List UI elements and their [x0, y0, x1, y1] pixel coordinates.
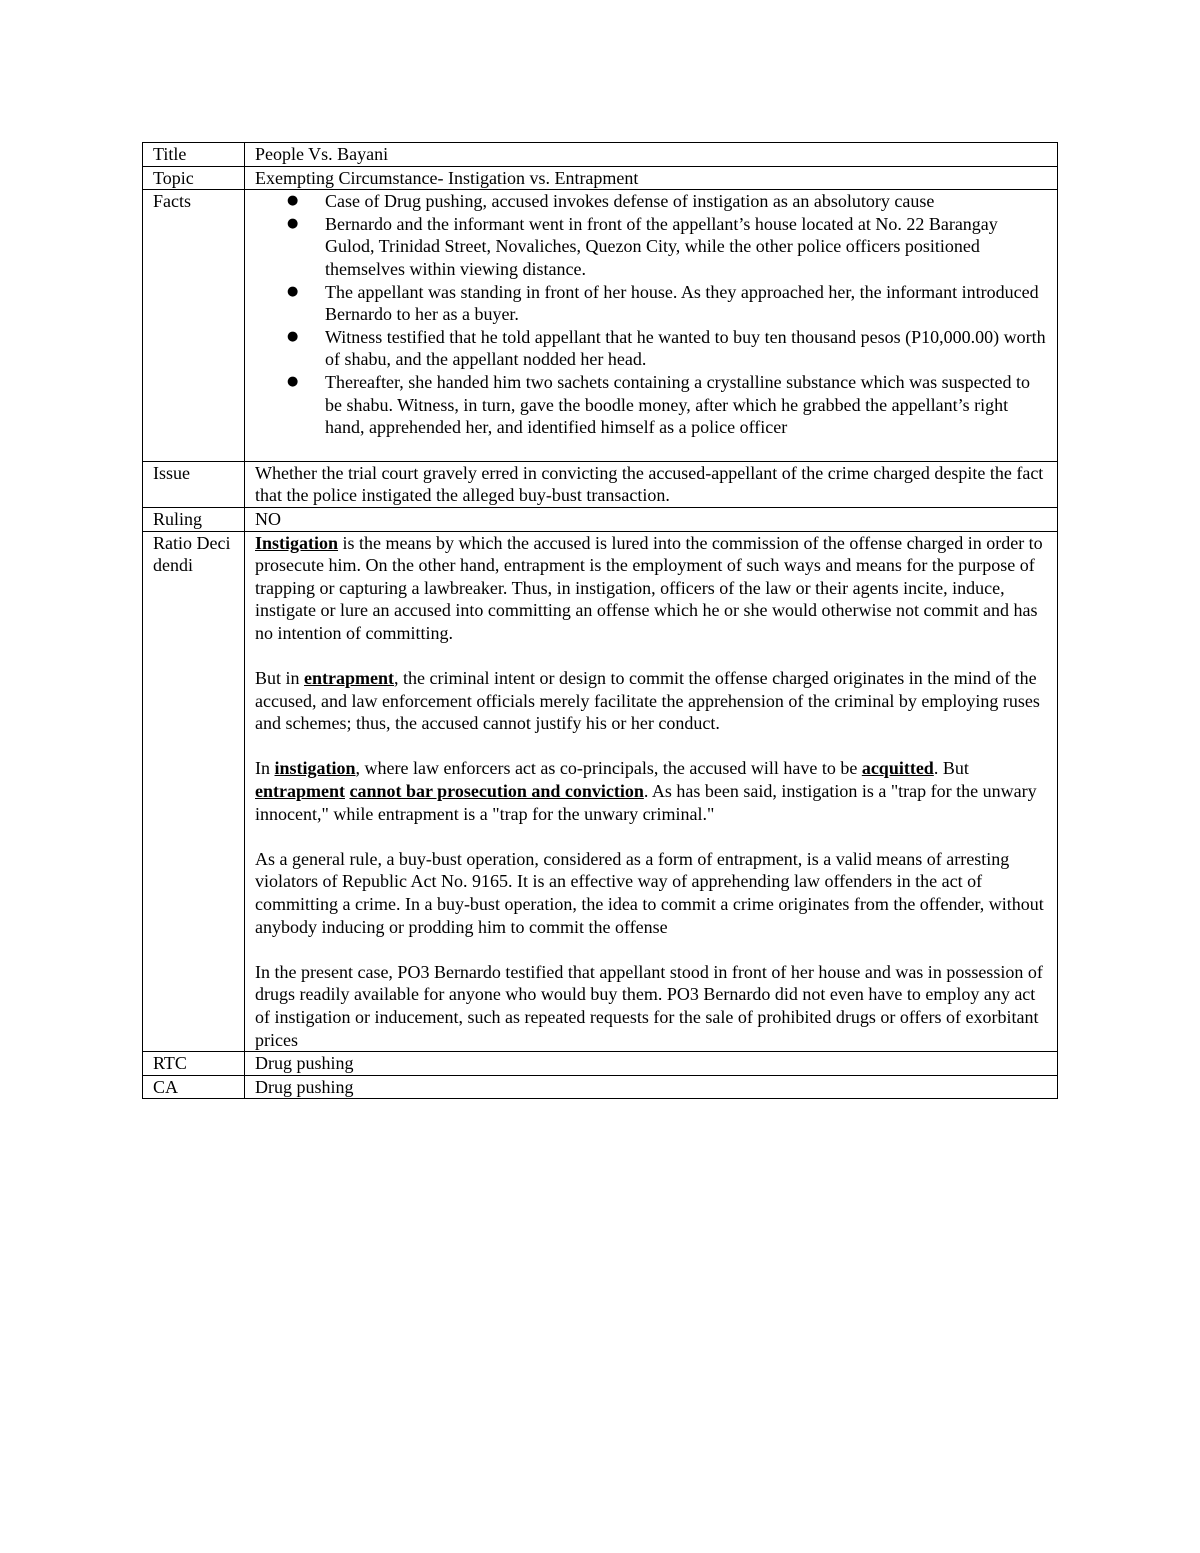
- row-ratio: [143, 531, 1058, 1052]
- case-digest-table: [142, 142, 1058, 1099]
- facts-list: [255, 190, 1047, 439]
- term-cannot-bar: cannot bar prosecution and conviction: [349, 781, 644, 802]
- fact-item: ● Case of Drug pushing, accused invokes defense of instigation as an absolutory cause: [325, 190, 1047, 213]
- term-instigation: Instigation: [255, 532, 339, 553]
- value-title: People Vs. Bayani: [245, 143, 1058, 167]
- ratio-text: is the means by which the accused is lured into the commission of the offense charged in order to prosecute him. On the other hand, entrapment is the employment of such ways and means for the purpose of trapping or capturing a lawbreaker. Thus, in instigation, officers of the law or their agents incite, induce, instigate or lure an accused into committing an offense which he or she would otherwise not commit and has no intention of committing.: [255, 532, 1043, 643]
- ratio-text: , where law enforcers act as co-principals, the accused will have to be: [355, 758, 862, 779]
- row-facts: [143, 190, 1058, 462]
- label-ca: CA: [143, 1075, 245, 1099]
- label-facts: Facts: [143, 190, 245, 462]
- row-ruling: [143, 507, 1058, 531]
- label-topic: Topic: [143, 166, 245, 190]
- row-ca: [143, 1075, 1058, 1099]
- fact-item: ● The appellant was standing in front of her house. As they approached her, the informant introduced Bernardo to her as a buyer.: [325, 281, 1047, 326]
- ratio-paragraph-present-case: In the present case, PO3 Bernardo testified that appellant stood in front of her house and was in possession of drugs readily available for anyone who would buy them. PO3 Bernardo did not even have to employ any act of instigation or inducement, such as repeated requests for the sale of prohibited drugs or offers of exorbitant prices: [255, 961, 1043, 1050]
- term-instigation: instigation: [274, 758, 356, 779]
- label-issue: Issue: [143, 461, 245, 507]
- row-title: [143, 143, 1058, 167]
- value-ca: Drug pushing: [245, 1075, 1058, 1099]
- label-ratio: Ratio Decidendi: [143, 531, 245, 1052]
- term-acquitted: acquitted: [861, 758, 934, 779]
- fact-item: ● Thereafter, she handed him two sachets containing a crystalline substance which was suspected to be shabu. Witness, in turn, gave the boodle money, after which he grabbed the appellant’s right hand, apprehended her, and identified himself as a police officer: [325, 371, 1047, 439]
- row-issue: [143, 461, 1058, 507]
- label-title: Title: [143, 143, 245, 167]
- ratio-text: . But: [933, 758, 969, 779]
- value-issue: Whether the trial court gravely erred in convicting the accused-appellant of the crime charged despite the fact that the police instigated the alleged buy-bust transaction.: [245, 461, 1058, 507]
- ratio-text: . As has been said, instigation is a "trap for the unwary innocent," while entrapment is a "trap for the unwary criminal.": [255, 781, 1037, 824]
- term-entrapment: entrapment: [304, 668, 394, 689]
- label-rtc: RTC: [143, 1052, 245, 1076]
- ratio-text: But in: [255, 668, 305, 689]
- label-ruling: Ruling: [143, 507, 245, 531]
- value-ruling: NO: [245, 507, 1058, 531]
- value-ratio: [245, 531, 1058, 1052]
- row-topic: [143, 166, 1058, 190]
- ratio-text: In: [255, 758, 275, 779]
- value-facts: [245, 190, 1058, 462]
- ratio-paragraph-entrapment: [255, 667, 1047, 735]
- fact-item: ● Witness testified that he told appellant that he wanted to buy ten thousand pesos (P10,000.00) worth of shabu, and the appellant nodded her head.: [325, 326, 1047, 371]
- ratio-text: , the criminal intent or design to commit the offense charged originates in the mind of the accused, and law enforcement officials merely facilitate the apprehension of the criminal by employing ruses and schemes; thus, the accused cannot justify his or her conduct.: [255, 668, 1040, 734]
- ratio-paragraph-instigation: [255, 532, 1047, 645]
- ratio-paragraph-comparison: [255, 757, 1047, 825]
- value-rtc: Drug pushing: [245, 1052, 1058, 1076]
- ratio-paragraph-general-rule: As a general rule, a buy-bust operation, considered as a form of entrapment, is a valid means of arresting violators of Republic Act No. 9165. It is an effective way of apprehending law offenders in the act of committing a crime. In a buy-bust operation, the idea to commit a crime originates from the offender, without anybody inducing or prodding him to commit the offense: [255, 848, 1044, 937]
- term-entrapment: entrapment: [255, 781, 345, 802]
- value-topic: Exempting Circumstance- Instigation vs. Entrapment: [245, 166, 1058, 190]
- fact-item: ● Bernardo and the informant went in front of the appellant’s house located at No. 22 Barangay Gulod, Trinidad Street, Novaliches, Quezon City, while the other police officers positioned themselves within viewing distance.: [325, 213, 1047, 281]
- row-rtc: [143, 1052, 1058, 1076]
